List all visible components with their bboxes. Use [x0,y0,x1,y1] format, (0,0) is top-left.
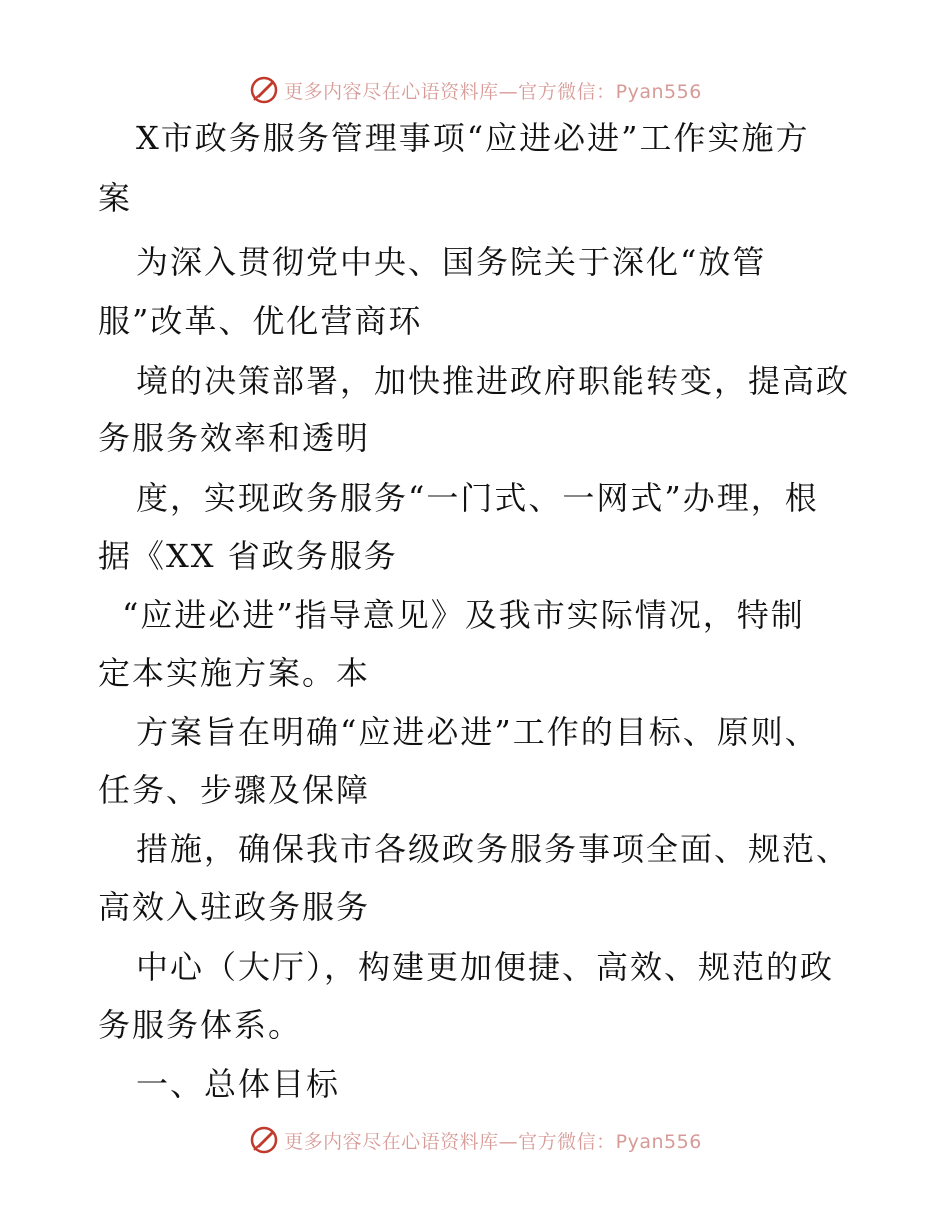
section-heading: 一、总体目标 [136,1065,341,1103]
document-title-line-2: 案 [98,179,133,217]
quill-logo-icon [248,74,280,106]
paragraph-line: 境的决策部署，加快推进政府职能转变，提高政 [136,362,851,400]
paragraph-line: 中心（大厅），构建更加便捷、高效、规范的政 [136,948,835,986]
paragraph-line: 为深入贯彻党中央、国务院关于深化“放管 [136,243,767,281]
paragraph-line: 定本实施方案。本 [98,654,371,692]
footer-watermark [0,1120,950,1160]
quill-logo-icon [248,1124,280,1156]
paragraph-line: “应进必进”指导意见》及我市实际情况，特制 [122,596,805,634]
paragraph-line: 务服务效率和透明 [98,419,371,457]
paragraph-line: 度，实现政务服务“一门式、一网式”办理，根 [136,479,819,517]
paragraph-line: 方案旨在明确“应进必进”工作的目标、原则、 [136,713,819,751]
paragraph-line: 高效入驻政务服务 [98,888,371,926]
header-watermark [0,70,950,110]
watermark-text: 更多内容尽在心语资料库—官方微信：Pyan556 [284,80,702,103]
paragraph-line: 服”改革、优化营商环 [98,302,423,340]
paragraph-line: 任务、步骤及保障 [98,771,371,809]
paragraph-line: 措施，确保我市各级政务服务事项全面、规范、 [136,830,851,868]
watermark-text: 更多内容尽在心语资料库—官方微信：Pyan556 [284,1130,702,1153]
paragraph-line: 务服务体系。 [98,1006,303,1044]
paragraph-line: 据《XX 省政务服务 [98,537,398,575]
document-title-line-1: X市政务服务管理事项“应进必进”工作实施方 [136,119,810,157]
